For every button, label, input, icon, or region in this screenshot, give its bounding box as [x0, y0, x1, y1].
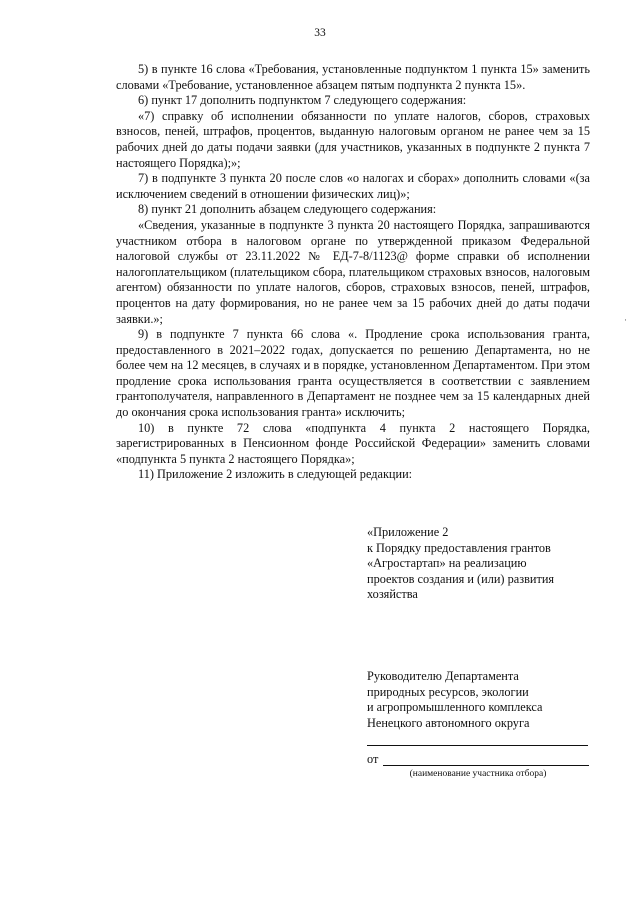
margin-mark: ·	[624, 315, 627, 325]
participant-name-underline	[383, 765, 589, 766]
addressee-line: природных ресурсов, экологии	[367, 684, 529, 699]
participant-name-caption: (наименование участника отбора)	[409, 769, 547, 779]
page-number: 33	[314, 27, 326, 39]
appendix-line: «Агростартап» на реализацию	[367, 556, 527, 571]
appendix-header	[367, 525, 554, 603]
amendment-list	[116, 62, 590, 483]
from-label: от	[367, 752, 379, 766]
addressee-line: Ненецкого автономного округа	[367, 715, 530, 730]
paragraph-item-6-quote: «7) справку об исполнении обязанности по уплате налогов, сборов, страховых взносов, пеней, штрафов, процентов, выданную налоговым органом не ранее чем за 15 рабочих дней до даты подачи заявки (для участников, указанных в подпункте 2 пункта 7 настоящего Порядка);»;	[116, 108, 590, 170]
paragraph-item-9: 9) в подпункте 7 пункта 66 слова «. Продление срока использования гранта, предоставленного в 2021–2022 годах, допускается по решению Департамента, но не более чем на 12 месяцев, в случаях и в порядке, установленном Департаментом. При этом продление срока использования гранта осуществляется в соответствии с заявлением грантополучателя, направленного в Департамент не позднее чем за 15 календарных дней до окончания срока использования гранта» исключить;	[116, 327, 590, 420]
paragraph-item-7: 7) в подпункте 3 пункта 20 после слов «о налогах и сборах» дополнить словами «(за исключением сведений в отношении физических лиц)»;	[116, 171, 590, 201]
appendix-line: проектов создания и (или) развития	[367, 571, 555, 586]
addressee-line: Руководителю Департамента	[367, 669, 519, 683]
blank-underline	[367, 745, 588, 746]
paragraph-item-8-quote: «Сведения, указанные в подпункте 3 пункта 20 настоящего Порядка, запрашиваются участником отбора в налоговом органе по утвержденной приказом Федеральной налоговой службы от 23.11.2022 № ЕД-7-8/1123@ форме справки об исполнении налогоплательщиком (плательщиком сбора, плательщиком страховых взносов, налоговым агентом) обязанности по уплате налогов, сборов, страховых взносов, пеней, штрафов, процентов на дату формирования, но не ранее чем за 15 рабочих дней до даты подачи заявки.»;	[116, 217, 590, 326]
paragraph-item-6: 6) пункт 17 дополнить подпунктом 7 следующего содержания:	[138, 93, 467, 108]
paragraph-item-10: 10) в пункте 72 слова «подпункта 4 пункта 2 настоящего Порядка, зарегистрированных в Пенсионном фонде Российской Федерации» заменить словами «подпункта 5 пункта 2 настоящего Порядка»;	[116, 420, 590, 466]
appendix-line: «Приложение 2	[367, 525, 449, 539]
paragraph-item-5: 5) в пункте 16 слова «Требования, установленные подпунктом 1 пункта 15» заменить словами «Требование, установленное абзацем пятым подпункта 2 пункта 15».	[116, 62, 590, 92]
appendix-line: хозяйства	[367, 587, 418, 602]
paragraph-item-8: 8) пункт 21 дополнить абзацем следующего содержания:	[138, 202, 437, 217]
addressee-block	[367, 669, 542, 731]
paragraph-item-11: 11) Приложение 2 изложить в следующей редакции:	[138, 467, 413, 482]
addressee-line: и агропромышленного комплекса	[367, 700, 543, 715]
appendix-line: к Порядку предоставления грантов	[367, 540, 551, 555]
